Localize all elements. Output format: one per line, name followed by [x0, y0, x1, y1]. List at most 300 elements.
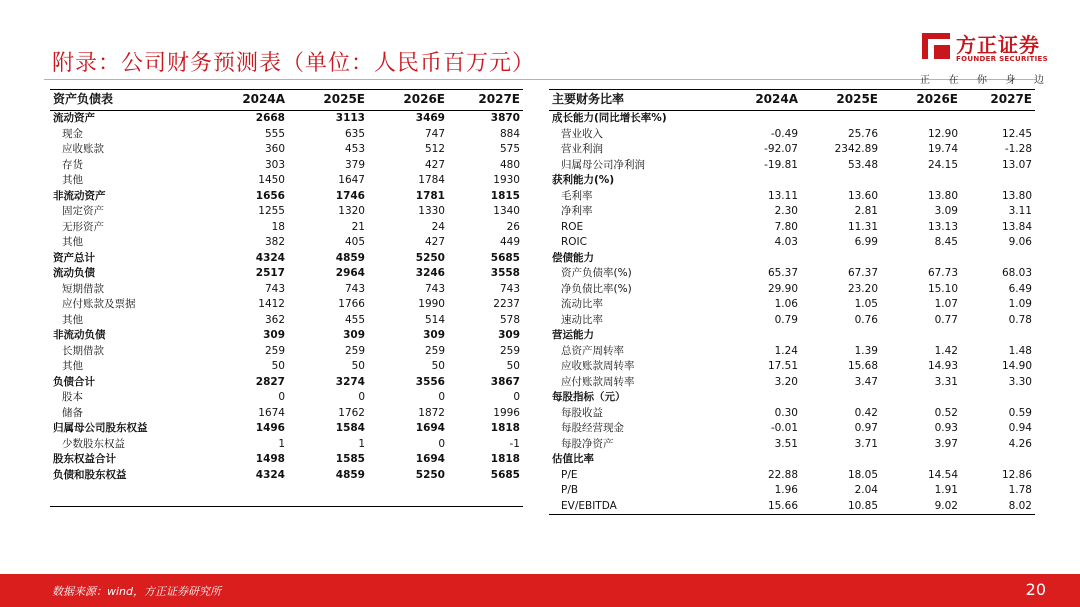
value-cell: 3.71: [854, 437, 878, 450]
founder-logo-icon: [920, 31, 952, 61]
table-row: [50, 204, 523, 220]
value-cell: 2517: [255, 267, 285, 279]
value-cell: 1255: [258, 205, 285, 217]
value-cell: 13.13: [927, 220, 958, 233]
value-cell: 1.48: [1008, 344, 1032, 357]
value-cell: 743: [344, 282, 365, 295]
row-label: 营业收入: [561, 127, 603, 140]
value-cell: 5685: [490, 468, 520, 481]
value-cell: -0.49: [770, 127, 798, 140]
value-cell: [801, 111, 881, 127]
table-row: [50, 468, 523, 507]
table-row: [50, 344, 523, 360]
balance-sheet-table: [50, 89, 523, 507]
value-cell: 1.78: [1008, 484, 1032, 496]
row-label: 无形资产: [62, 220, 104, 233]
value-cell: 1815: [490, 189, 520, 202]
value-cell: [881, 328, 961, 344]
value-cell: 303: [264, 158, 285, 171]
value-cell: 8.45: [934, 236, 958, 248]
value-cell: [881, 251, 961, 267]
row-label: ROE: [561, 220, 584, 233]
table-row: [549, 204, 1035, 220]
slogan-char: 边: [1034, 75, 1044, 86]
value-cell: -1: [509, 437, 520, 450]
value-cell: 4859: [335, 468, 365, 481]
table-title-cell: 主要财务比率: [549, 90, 721, 111]
value-cell: 0: [438, 437, 445, 450]
value-cell: 50: [351, 360, 365, 372]
value-cell: 68.03: [1001, 267, 1032, 279]
value-cell: [801, 173, 881, 189]
row-label: 资产负债率(%): [561, 267, 632, 279]
row-label: 应付账款及票据: [62, 298, 136, 310]
value-cell: 259: [499, 344, 520, 357]
value-cell: 14.54: [927, 468, 958, 481]
value-cell: 15.66: [767, 499, 798, 512]
row-label: 固定资产: [62, 205, 104, 217]
value-cell: 24.15: [927, 158, 958, 171]
row-label: 营运能力: [552, 329, 594, 341]
value-cell: 12.90: [927, 127, 958, 140]
value-cell: 29.90: [767, 282, 798, 295]
row-label: 每股指标（元）: [552, 391, 626, 403]
table-row: [50, 220, 523, 236]
value-cell: 743: [424, 282, 445, 295]
header-row: [549, 90, 1035, 111]
value-cell: 0: [358, 391, 365, 403]
row-label: 归属母公司股东权益: [53, 422, 148, 434]
slogan: [920, 71, 1044, 86]
value-cell: 884: [499, 127, 520, 140]
table-row: [50, 359, 523, 375]
table-row: [549, 282, 1035, 298]
row-label: 资产总计: [53, 251, 95, 264]
value-cell: 3.11: [1008, 205, 1032, 217]
value-cell: [721, 452, 801, 468]
table-row: [549, 127, 1035, 143]
table-title-cell: 资产负债表: [50, 90, 208, 111]
row-label: 每股净资产: [561, 437, 614, 450]
table-row: [50, 421, 523, 437]
row-label: 成长能力(同比增长率%): [552, 112, 667, 124]
value-cell: 3556: [415, 375, 445, 388]
row-label: EV/EBITDA: [561, 499, 617, 512]
value-cell: 455: [344, 313, 365, 326]
value-cell: 18.05: [847, 468, 878, 481]
table-row: [50, 158, 523, 174]
value-cell: [801, 251, 881, 267]
value-cell: 10.85: [847, 499, 878, 512]
value-cell: 13.80: [927, 189, 958, 202]
value-cell: 1.39: [854, 344, 878, 357]
value-cell: 3.97: [934, 437, 958, 450]
row-label: 流动负债: [53, 267, 95, 279]
value-cell: 13.80: [1001, 189, 1032, 202]
value-cell: [721, 173, 801, 189]
value-cell: 405: [344, 236, 365, 248]
value-cell: 635: [344, 127, 365, 140]
row-label: 应收账款: [62, 143, 104, 155]
balance-sheet-header: [50, 90, 523, 111]
row-label: 速动比率: [561, 313, 603, 326]
value-cell: 1340: [493, 205, 520, 217]
value-cell: 1784: [418, 174, 445, 186]
table-row: [50, 437, 523, 453]
table-row: [549, 390, 1035, 406]
table-row: [50, 266, 523, 282]
slogan-char: 你: [977, 75, 987, 86]
row-label: 偿债能力: [552, 251, 594, 264]
value-cell: 24: [431, 220, 445, 233]
value-cell: 13.60: [847, 189, 878, 202]
value-cell: 555: [264, 127, 285, 140]
value-cell: 1.24: [774, 344, 798, 357]
value-cell: 67.73: [927, 267, 958, 279]
slogan-char: 身: [1005, 75, 1016, 86]
value-cell: 1656: [255, 189, 285, 202]
row-label: 负债和股东权益: [53, 468, 127, 481]
value-cell: 1496: [255, 422, 285, 434]
value-cell: 15.68: [847, 360, 878, 372]
value-cell: 360: [264, 143, 285, 155]
value-cell: 1930: [493, 174, 520, 186]
value-cell: 3.09: [934, 205, 958, 217]
title-divider: [44, 79, 1036, 80]
value-cell: 22.88: [767, 468, 798, 481]
row-label: 其他: [62, 360, 83, 372]
value-cell: 50: [271, 360, 285, 372]
value-cell: 1647: [338, 174, 365, 186]
table-row: [549, 375, 1035, 391]
value-cell: 1320: [338, 205, 365, 217]
value-cell: 1585: [335, 453, 365, 465]
value-cell: 578: [499, 313, 520, 326]
value-cell: -19.81: [764, 158, 798, 171]
value-cell: 13.84: [1001, 220, 1032, 233]
table-row: [50, 127, 523, 143]
value-cell: 3558: [490, 267, 520, 279]
value-cell: [721, 251, 801, 267]
header-row: [50, 90, 523, 111]
value-cell: 1: [358, 437, 365, 450]
table-row: [549, 421, 1035, 437]
table-row: [549, 158, 1035, 174]
value-cell: 3.51: [774, 437, 798, 450]
value-cell: 1450: [258, 174, 285, 186]
page-title: 附录：公司财务预测表（单位：人民币百万元）: [52, 51, 536, 76]
row-label: 每股收益: [561, 406, 603, 419]
value-cell: 1766: [338, 298, 365, 310]
value-cell: 309: [343, 329, 365, 341]
table-row: [50, 297, 523, 313]
year-header-cell: 2024A: [208, 90, 288, 111]
page-number: 20: [1025, 580, 1046, 599]
row-label: 流动比率: [561, 298, 603, 310]
value-cell: 0.42: [854, 406, 878, 419]
value-cell: 259: [264, 344, 285, 357]
value-cell: [961, 452, 1035, 468]
balance-sheet-body: [50, 111, 523, 507]
value-cell: [961, 390, 1035, 406]
value-cell: 21: [351, 220, 365, 233]
year-header-cell: 2026E: [368, 90, 448, 111]
value-cell: 5250: [415, 468, 445, 481]
row-label: 净利率: [561, 205, 593, 217]
row-label: 估值比率: [552, 453, 594, 465]
financial-ratios-table: [549, 89, 1035, 515]
value-cell: [881, 111, 961, 127]
value-cell: 514: [424, 313, 445, 326]
table-row: [50, 313, 523, 329]
value-cell: 1818: [490, 422, 520, 434]
table-row: [549, 359, 1035, 375]
value-cell: 4859: [335, 251, 365, 264]
value-cell: [721, 328, 801, 344]
table-row: [549, 266, 1035, 282]
value-cell: 575: [499, 143, 520, 155]
value-cell: 747: [424, 127, 445, 140]
value-cell: 379: [344, 158, 365, 171]
ratios-header: [549, 90, 1035, 111]
value-cell: 3113: [335, 112, 365, 124]
value-cell: 50: [431, 360, 445, 372]
value-cell: 14.93: [927, 360, 958, 372]
value-cell: [961, 328, 1035, 344]
row-label: 总资产周转率: [561, 344, 624, 357]
data-source-note: 数据来源：wind，方正证券研究所: [52, 585, 222, 598]
value-cell: 18: [271, 220, 285, 233]
table-row: [549, 173, 1035, 189]
value-cell: [801, 390, 881, 406]
value-cell: 4324: [255, 468, 285, 481]
row-label: 净负债比率(%): [561, 282, 632, 295]
table-row: [50, 406, 523, 422]
value-cell: 3274: [335, 375, 365, 388]
row-label: P/E: [561, 468, 578, 481]
slogan-char: 在: [948, 75, 959, 86]
value-cell: -1.28: [1004, 143, 1032, 155]
value-cell: 0.93: [934, 422, 958, 434]
value-cell: 8.02: [1008, 499, 1032, 512]
value-cell: 15.10: [927, 282, 958, 295]
row-label: 获利能力(%): [552, 174, 615, 186]
value-cell: 2.30: [774, 205, 798, 217]
value-cell: 11.31: [847, 220, 878, 233]
row-label: 归属母公司净利润: [561, 158, 645, 171]
value-cell: 53.48: [847, 158, 878, 171]
value-cell: [801, 452, 881, 468]
value-cell: 67.37: [847, 267, 878, 279]
value-cell: -92.07: [764, 143, 798, 155]
table-row: [549, 328, 1035, 344]
table-row: [549, 235, 1035, 251]
row-label: 长期借款: [62, 344, 104, 357]
value-cell: 427: [424, 158, 445, 171]
table-row: [549, 111, 1035, 127]
table-row: [50, 328, 523, 344]
value-cell: 382: [264, 236, 285, 248]
value-cell: 1.91: [934, 484, 958, 496]
value-cell: 3246: [415, 267, 445, 279]
value-cell: 1.06: [774, 298, 798, 310]
value-cell: 50: [506, 360, 520, 372]
value-cell: 13.07: [1001, 158, 1032, 171]
value-cell: 453: [344, 143, 365, 155]
row-label: 流动资产: [53, 112, 95, 124]
row-label: 其他: [62, 174, 83, 186]
value-cell: 480: [499, 158, 520, 171]
row-label: 应收账款周转率: [561, 360, 635, 372]
value-cell: 25.76: [847, 127, 878, 140]
row-label: 其他: [62, 236, 83, 248]
value-cell: 65.37: [767, 267, 798, 279]
value-cell: 1498: [255, 453, 285, 465]
table-row: [50, 142, 523, 158]
value-cell: 6.99: [854, 236, 878, 248]
value-cell: 309: [423, 329, 445, 341]
year-header-cell: 2027E: [961, 90, 1035, 111]
value-cell: [881, 390, 961, 406]
value-cell: 9.06: [1008, 236, 1032, 248]
value-cell: 0.78: [1008, 313, 1032, 326]
year-header-cell: 2027E: [448, 90, 523, 111]
value-cell: 3.20: [774, 375, 798, 388]
value-cell: 1746: [335, 189, 365, 202]
value-cell: 14.90: [1001, 360, 1032, 372]
value-cell: [881, 173, 961, 189]
table-row: [549, 406, 1035, 422]
value-cell: 7.80: [774, 220, 798, 233]
value-cell: 0: [278, 391, 285, 403]
value-cell: 1.09: [1008, 298, 1032, 310]
value-cell: 259: [424, 344, 445, 357]
table-row: [549, 220, 1035, 236]
ratios-body: [549, 111, 1035, 515]
value-cell: 1872: [418, 406, 445, 419]
value-cell: 1.96: [774, 484, 798, 496]
value-cell: 1762: [338, 406, 365, 419]
value-cell: 3870: [490, 112, 520, 124]
year-header-cell: 2024A: [721, 90, 801, 111]
row-label: 每股经营现金: [561, 422, 624, 434]
table-row: [549, 251, 1035, 267]
row-label: P/B: [561, 484, 579, 496]
value-cell: 0.52: [934, 406, 958, 419]
value-cell: 0: [513, 391, 520, 403]
value-cell: 309: [263, 329, 285, 341]
value-cell: 1.42: [934, 344, 958, 357]
value-cell: 1996: [493, 406, 520, 419]
row-label: 股东权益合计: [53, 453, 116, 465]
value-cell: -0.01: [770, 422, 798, 434]
value-cell: 1.07: [934, 298, 958, 310]
table-row: [50, 251, 523, 267]
value-cell: 1694: [415, 422, 445, 434]
value-cell: 0.79: [774, 313, 798, 326]
row-label: 毛利率: [561, 189, 593, 202]
row-label: 非流动负债: [53, 329, 106, 341]
table-row: [50, 282, 523, 298]
value-cell: 3.31: [934, 375, 958, 388]
value-cell: 19.74: [927, 143, 958, 155]
year-header-cell: 2025E: [288, 90, 368, 111]
value-cell: 1781: [415, 189, 445, 202]
value-cell: 13.11: [767, 189, 798, 202]
row-label: 营业利润: [561, 143, 603, 155]
value-cell: 1330: [418, 205, 445, 217]
value-cell: 1694: [415, 453, 445, 465]
logo-chinese-name: 方正证券: [956, 33, 1040, 57]
value-cell: 2237: [493, 298, 520, 310]
table-row: [50, 189, 523, 205]
value-cell: [721, 111, 801, 127]
row-label: 存货: [62, 158, 83, 171]
value-cell: [961, 251, 1035, 267]
value-cell: [961, 111, 1035, 127]
value-cell: 12.86: [1001, 468, 1032, 481]
value-cell: 3.30: [1008, 375, 1032, 388]
value-cell: 3.47: [854, 375, 878, 388]
value-cell: 9.02: [934, 499, 958, 512]
table-row: [549, 142, 1035, 158]
row-label: 股本: [62, 391, 83, 403]
year-header-cell: 2026E: [881, 90, 961, 111]
value-cell: 1990: [418, 298, 445, 310]
logo-english-name: FOUNDER SECURITIES: [956, 55, 1048, 63]
year-header-cell: 2025E: [801, 90, 881, 111]
row-label: 应付账款周转率: [561, 375, 635, 388]
value-cell: 0.30: [774, 406, 798, 419]
value-cell: 3469: [415, 112, 445, 124]
value-cell: 309: [498, 329, 520, 341]
row-label: 短期借款: [62, 282, 104, 295]
table-row: [549, 437, 1035, 453]
value-cell: 3867: [490, 375, 520, 388]
value-cell: 0.77: [934, 313, 958, 326]
value-cell: 1584: [335, 422, 365, 434]
value-cell: 17.51: [767, 360, 798, 372]
value-cell: 2668: [255, 112, 285, 124]
table-row: [50, 173, 523, 189]
value-cell: 743: [499, 282, 520, 295]
row-label: 储备: [62, 406, 83, 419]
value-cell: 449: [499, 236, 520, 248]
value-cell: 26: [506, 220, 520, 233]
value-cell: [721, 390, 801, 406]
value-cell: [801, 328, 881, 344]
table-row: [549, 297, 1035, 313]
value-cell: 6.49: [1008, 282, 1032, 295]
value-cell: [961, 173, 1035, 189]
row-label: 非流动资产: [53, 189, 106, 202]
value-cell: 4.26: [1008, 437, 1032, 450]
value-cell: 2.04: [854, 484, 878, 496]
table-row: [549, 499, 1035, 515]
value-cell: 743: [264, 282, 285, 295]
value-cell: 1412: [258, 298, 285, 310]
value-cell: 4324: [255, 251, 285, 264]
footer-bar: [0, 574, 1080, 607]
value-cell: 4.03: [774, 236, 798, 248]
row-label: 其他: [62, 313, 83, 326]
table-row: [549, 313, 1035, 329]
value-cell: 512: [424, 143, 445, 155]
value-cell: 427: [424, 236, 445, 248]
table-row: [50, 390, 523, 406]
value-cell: 2342.89: [834, 143, 878, 155]
table-row: [50, 235, 523, 251]
